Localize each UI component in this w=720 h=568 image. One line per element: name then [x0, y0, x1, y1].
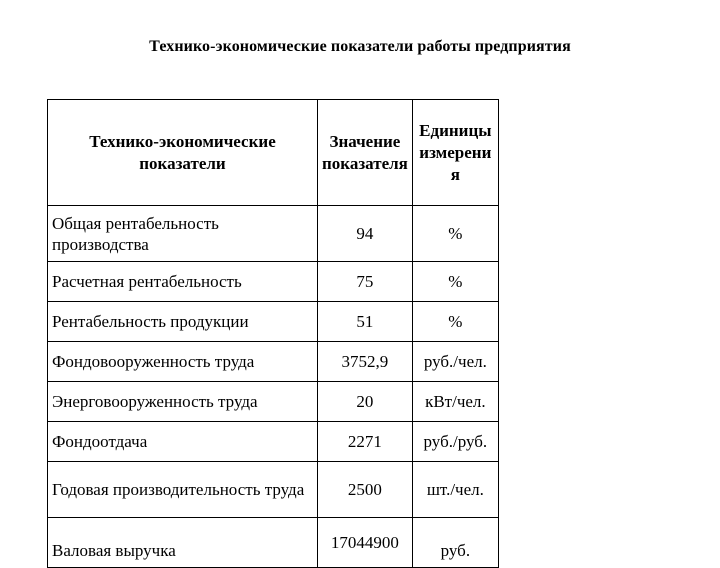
table-row [48, 342, 499, 382]
row-value: 2500 [318, 462, 413, 518]
row-value: 17044900 [318, 518, 413, 568]
header-value: Значение показателя [318, 100, 413, 206]
row-value: 3752,9 [318, 342, 413, 382]
row-value: 2271 [318, 422, 413, 462]
row-unit: руб./руб. [412, 422, 498, 462]
row-indicator-name: Рентабельность продукции [48, 302, 318, 342]
header-unit: Единицы измерения [412, 100, 498, 206]
table-row [48, 262, 499, 302]
table-header-row [48, 100, 499, 206]
row-indicator-name: Годовая производительность труда [48, 462, 318, 518]
row-value: 75 [318, 262, 413, 302]
table-row [48, 518, 499, 568]
row-indicator-name: Энерговооруженность труда [48, 382, 318, 422]
table-row [48, 462, 499, 518]
row-unit: % [412, 302, 498, 342]
table-row [48, 422, 499, 462]
row-unit: руб. [412, 518, 498, 568]
row-unit: кВт/чел. [412, 382, 498, 422]
row-unit: руб./чел. [412, 342, 498, 382]
row-value: 94 [318, 206, 413, 262]
row-unit: % [412, 206, 498, 262]
table-row [48, 302, 499, 342]
row-indicator-name: Валовая выручка [48, 518, 318, 568]
indicators-table [47, 99, 499, 568]
row-indicator-name: Расчетная рентабельность [48, 262, 318, 302]
row-value: 20 [318, 382, 413, 422]
row-value: 51 [318, 302, 413, 342]
row-unit: % [412, 262, 498, 302]
row-indicator-name: Общая рентабельность производства [48, 206, 318, 262]
document-title: Технико-экономические показатели работы предприятия [149, 38, 571, 55]
table-row [48, 382, 499, 422]
row-indicator-name: Фондоотдача [48, 422, 318, 462]
row-unit: шт./чел. [412, 462, 498, 518]
table-row [48, 206, 499, 262]
header-indicator: Технико-экономические показатели [48, 100, 318, 206]
row-indicator-name: Фондовооруженность труда [48, 342, 318, 382]
